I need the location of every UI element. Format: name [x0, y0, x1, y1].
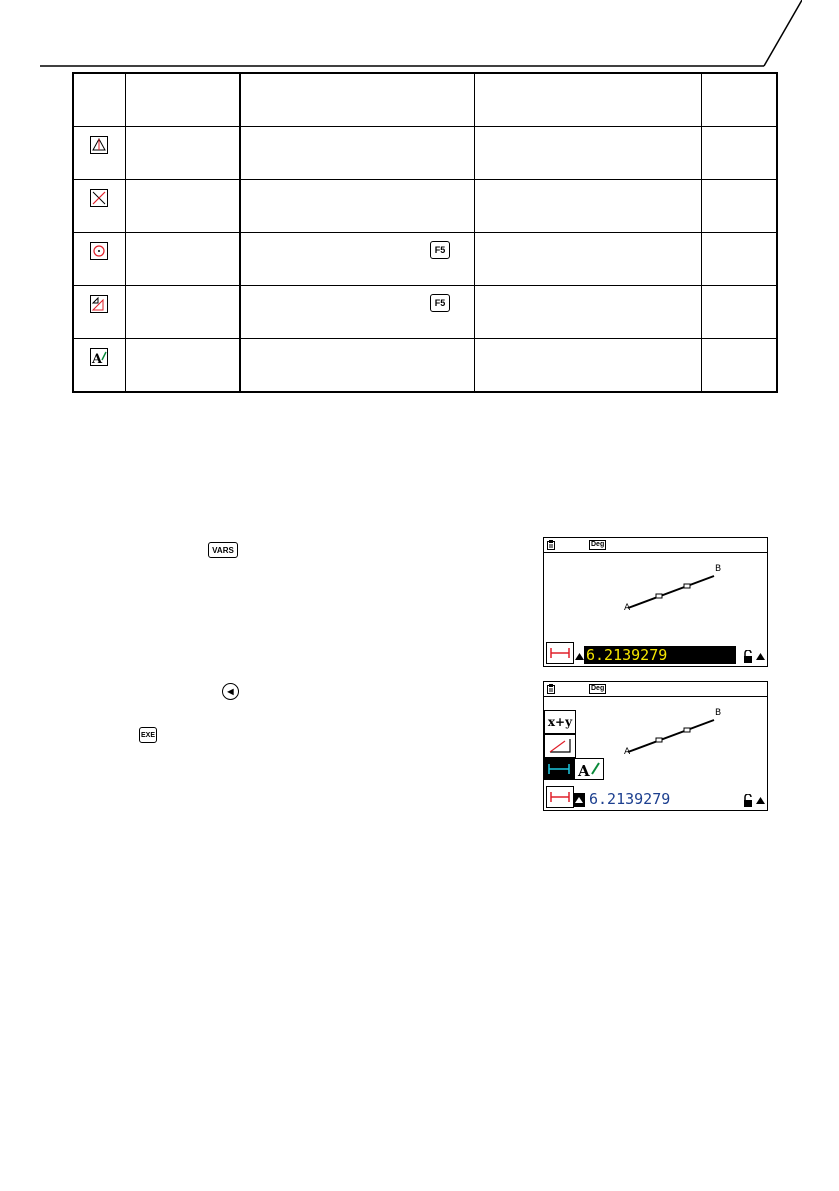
- measure-value-field[interactable]: [587, 790, 737, 808]
- vars-key: VARS: [208, 542, 238, 558]
- point-b-label: B: [715, 564, 722, 574]
- point-b-label: B: [715, 708, 722, 718]
- measure-icon: [546, 642, 574, 664]
- measure-value: 6.2139279: [586, 646, 668, 664]
- table-row: [73, 127, 777, 180]
- unlock-icon[interactable]: [743, 650, 753, 663]
- table-row: [73, 339, 777, 393]
- up-arrow-icon[interactable]: [575, 653, 584, 660]
- length-icon: [545, 759, 573, 779]
- table-row: [73, 233, 777, 286]
- up-arrow-icon[interactable]: [756, 797, 765, 804]
- table-row: [73, 180, 777, 233]
- table-header-row: [73, 73, 777, 127]
- svg-text:A: A: [578, 762, 590, 779]
- clipboard-icon: [547, 540, 555, 550]
- f5-key: F5: [430, 241, 450, 259]
- point-a-label: A: [624, 603, 631, 613]
- dilate-icon: [90, 295, 108, 313]
- menu-sum-label: x+y: [547, 715, 573, 729]
- status-bar: [544, 682, 767, 697]
- exe-key: EXE: [139, 727, 157, 743]
- status-bar: [544, 538, 767, 553]
- rotate-icon: [90, 242, 108, 260]
- text-edit-icon: [575, 759, 603, 779]
- command-table: [72, 72, 778, 393]
- geometry-drawing: [544, 552, 767, 646]
- up-arrow-icon: [573, 793, 585, 807]
- table-row: [73, 286, 777, 339]
- measure-icon: [546, 786, 574, 808]
- up-arrow-icon[interactable]: [756, 653, 765, 660]
- calculator-screen-1: [543, 537, 768, 667]
- calculator-screen-2: [543, 681, 768, 811]
- angle-mode-badge: Deg: [591, 541, 605, 548]
- angle-icon: [545, 735, 575, 757]
- header-rule: [40, 0, 802, 68]
- text-edit-icon: [90, 348, 108, 366]
- triangle-icon: [90, 136, 108, 154]
- menu-item-sum[interactable]: [544, 710, 576, 734]
- f5-key: F5: [430, 294, 450, 312]
- up-arrow-button[interactable]: [573, 793, 585, 807]
- menu-item-length[interactable]: [544, 758, 574, 780]
- cross-icon: [90, 189, 108, 207]
- menu-item-text[interactable]: [574, 758, 604, 780]
- angle-mode-badge: Deg: [591, 685, 605, 692]
- left-arrow-key: ◀: [222, 683, 239, 700]
- svg-text:A: A: [92, 352, 103, 366]
- point-a-label: A: [624, 747, 631, 757]
- measure-value: 6.2139279: [589, 790, 671, 808]
- menu-item-angle[interactable]: [544, 734, 576, 758]
- clipboard-icon: [547, 684, 555, 694]
- measure-value-field[interactable]: [584, 646, 736, 664]
- unlock-icon[interactable]: [743, 794, 753, 807]
